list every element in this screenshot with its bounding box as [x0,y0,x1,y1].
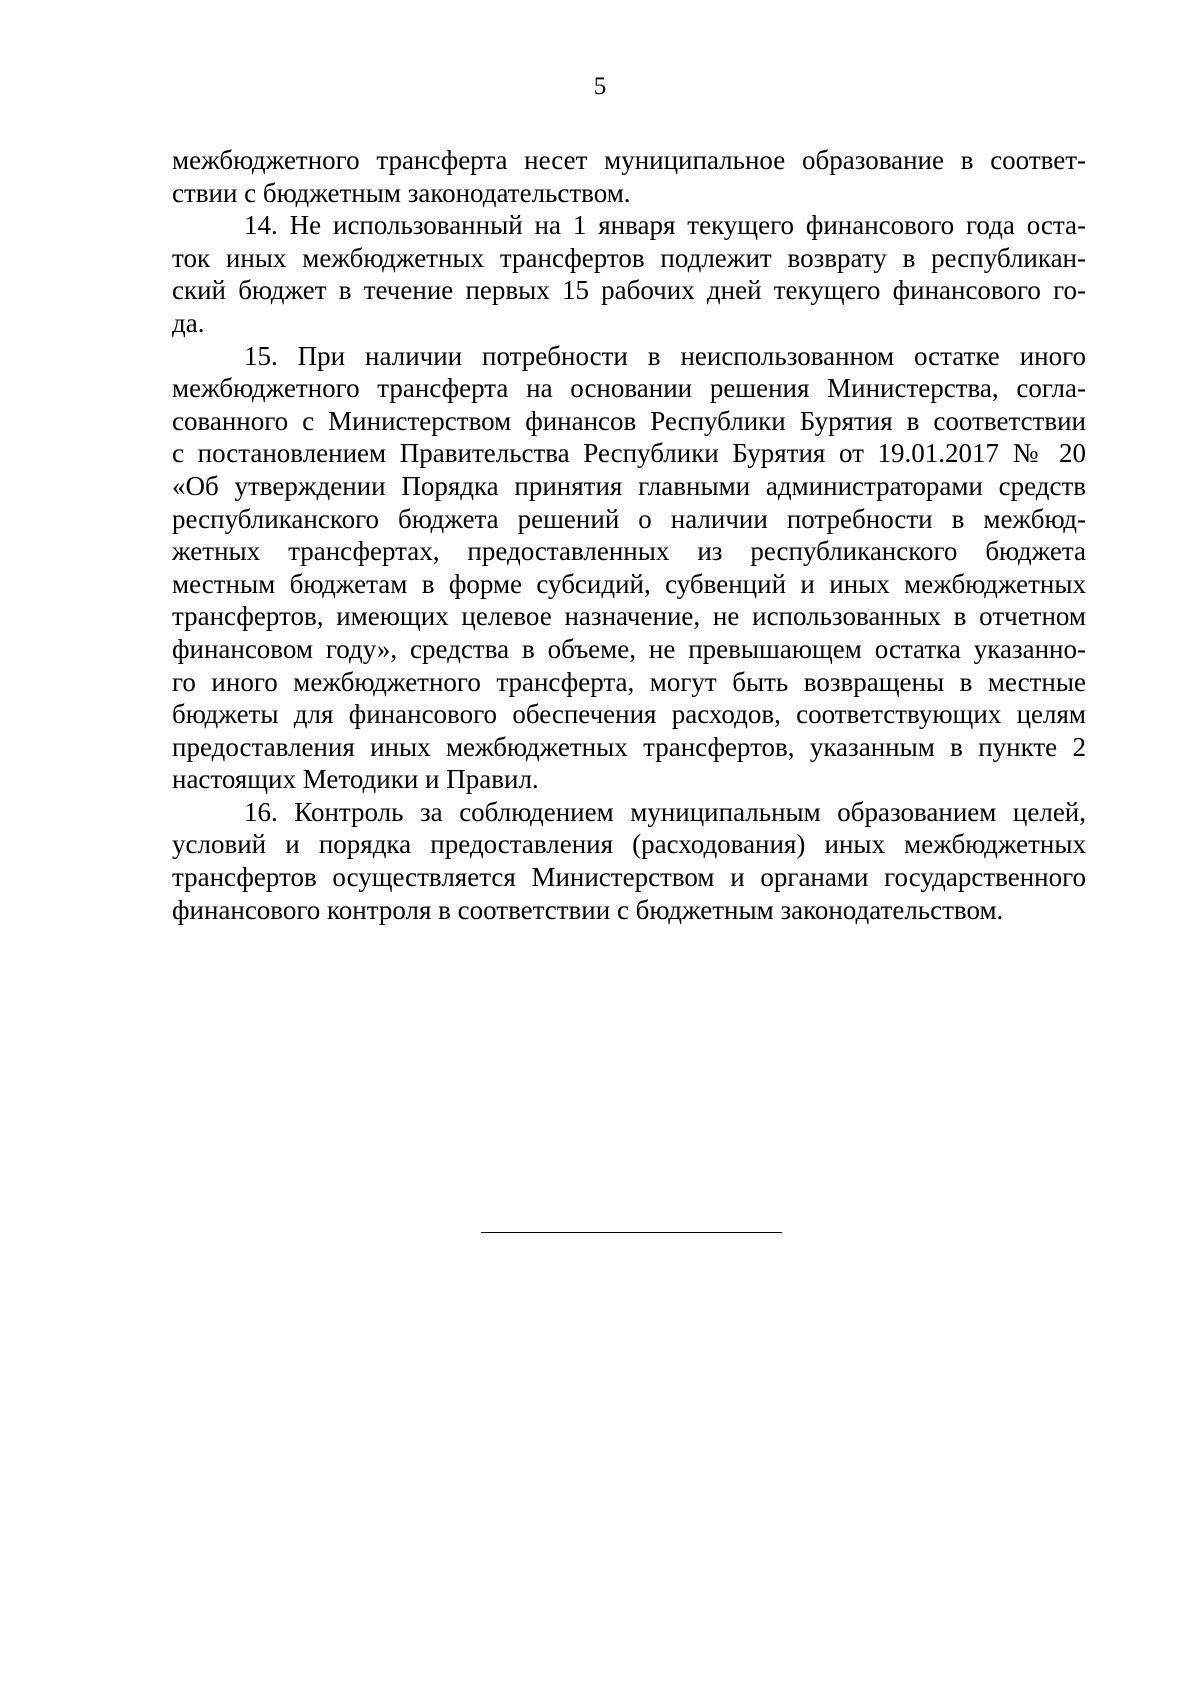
text-line: межбюджетного трансферта несет муниципальное образование в соответ- [172,145,1086,175]
text-line: ток иных межбюджетных трансфертов подлежит возврату в республикан- [172,242,1086,273]
text-line: го иного межбюджетного трансферта, могут быть возвращены в местные [172,666,1086,697]
text-line: 14. Не использованный на 1 января текущего финансового года оста- [244,210,1086,241]
text-line: с постановлением Правительства Республики Бурятия от 19.01.2017 № 20 [172,438,1086,469]
paragraph-15 [172,340,1086,796]
text-line: 15. При наличии потребности в неиспользованном остатке иного [244,340,1086,371]
document-body [172,144,1086,926]
text-line: предоставления иных межбюджетных трансфертов, указанным в пункте 2 [172,731,1086,762]
paragraph-13-continuation [172,144,1086,209]
text-line: межбюджетного трансферта на основании решения Министерства, согла- [172,373,1086,404]
page-number: 5 [593,73,607,100]
paragraph-16 [172,796,1086,926]
text-line: сованного с Министерством финансов Республики Бурятия в соответствии [172,405,1086,436]
text-line: 16. Контроль за соблюдением муниципальным образованием целей, [244,796,1086,827]
text-line: республиканского бюджета решений о наличии потребности в межбюд- [172,503,1086,534]
text-line: жетных трансфертах, предоставленных из республиканского бюджета [172,536,1086,567]
text-line: бюджеты для финансового обеспечения расходов, соответствующих целям [172,699,1086,730]
text-line: условий и порядка предоставления (расходования) иных межбюджетных [172,829,1086,860]
text-line: местным бюджетам в форме субсидий, субвенций и иных межбюджетных [172,568,1086,599]
text-line: настоящих Методики и Правил. [172,764,539,795]
text-line: финансовом году», средства в объеме, не превышающем остатка указанно- [172,633,1086,664]
text-line: трансфертов, имеющих целевое назначение, не использованных в отчетном [172,601,1086,632]
text-line: трансфертов осуществляется Министерством и органами государственного [172,862,1086,893]
text-line: «Об утверждении Порядка принятия главными администраторами средств [172,470,1086,501]
text-line: ский бюджет в течение первых 15 рабочих дней текущего финансового го- [172,275,1086,306]
paragraph-14 [172,209,1086,339]
closing-rule [481,1232,782,1233]
text-line: ствии с бюджетным законодательством. [172,177,631,208]
text-line: финансового контроля в соответствии с бюджетным законодательством. [172,894,1004,925]
text-line: да. [172,307,205,338]
